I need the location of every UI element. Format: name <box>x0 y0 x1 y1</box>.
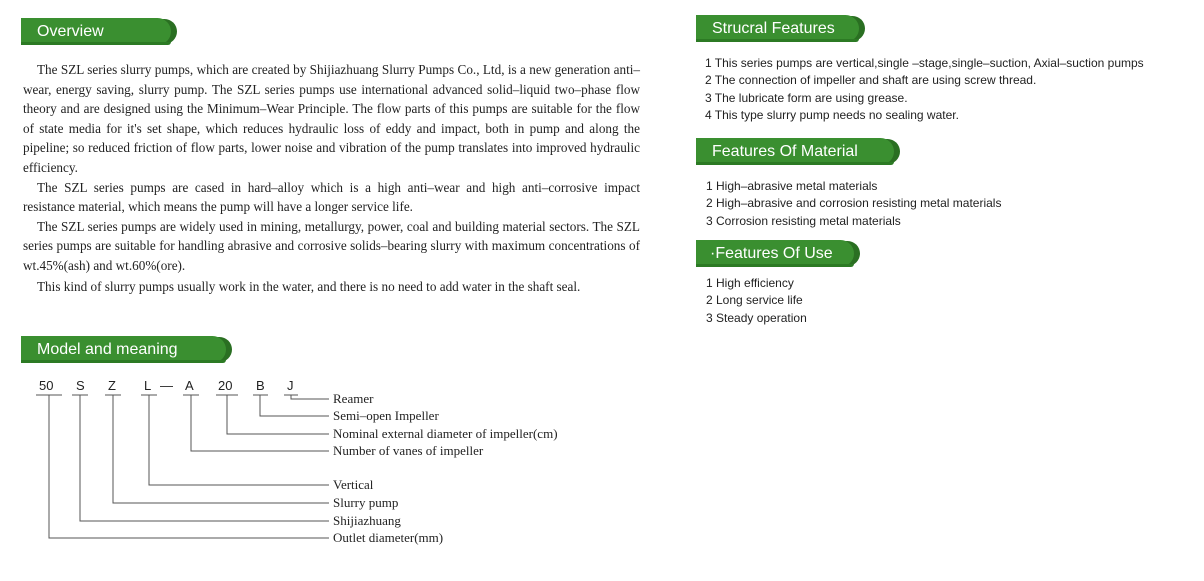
model-title: Model and meaning <box>37 341 178 358</box>
material-list <box>706 178 1001 230</box>
meaning-number-of-vanes: Number of vanes of impeller <box>333 443 484 458</box>
use-header <box>696 240 854 267</box>
use-title: ·Features Of Use <box>710 245 833 262</box>
meaning-slurry-pump: Slurry pump <box>333 495 399 510</box>
overview-paragraph: The SZL series slurry pumps, which are created by Shijiazhuang Slurry Pumps Co., Ltd, is a new generation anti–wear, energy saving, slurry pump. The SZL series pumps use international advanced solid–liquid two–phase flow theory and are designed using the Minimum–Wear Principle. The flow parts of this pumps are suitable for the flow of state media for it's set shape, which reduces hydraulic loss of eddy and impact, both in pump and along the pipeline; so reduced friction of flow parts, lower noise and vibration of the pump translates into improved hydraulic efficiency. <box>23 62 640 175</box>
meaning-reamer: Reamer <box>333 391 374 406</box>
structural-title: Strucral Features <box>712 20 835 37</box>
code-vertical: L <box>144 378 152 393</box>
list-item: 2 Long service life <box>706 293 803 308</box>
overview-paragraph: The SZL series pumps are widely used in mining, metallurgy, power, coal and building material sectors. The SZL series pumps are suitable for handling abrasive and corrosive solids–bearing slurry with maximum concentrations of wt.45%(ash) and wt.60%(ore). <box>23 218 640 273</box>
list-item: 4 This type slurry pump needs no sealing water. <box>705 107 959 122</box>
meaning-shijiazhuang: Shijiazhuang <box>333 513 401 528</box>
overview-title: Overview <box>37 23 104 40</box>
material-header <box>696 138 894 165</box>
list-item: 2 High–abrasive and corrosion resisting metal materials <box>706 196 1002 211</box>
code-reamer: J <box>287 378 294 393</box>
structural-header <box>696 15 859 42</box>
list-item: 1 High efficiency <box>706 276 794 290</box>
list-item: 3 Steady operation <box>706 310 807 325</box>
list-item: 2 The connection of impeller and shaft are using screw thread. <box>705 73 1037 88</box>
code-dash: — <box>160 378 173 393</box>
list-item: 1 High–abrasive metal materials <box>706 179 878 193</box>
meaning-outlet-diameter: Outlet diameter(mm) <box>333 530 444 545</box>
code-slurry-pump: Z <box>108 378 116 393</box>
list-item: 1 This series pumps are vertical,single –stage,single–suction, Axial–suction pumps <box>705 56 1144 70</box>
overview-paragraph: The SZL series pumps are cased in hard–alloy which is a high anti–wear and high anti–corrosive impact resistance material, which means the pump will have a longer service life. <box>23 179 640 215</box>
code-impeller-diameter: 20 <box>218 378 233 393</box>
overview-paragraph: This kind of slurry pumps usually work in the water, and there is no need to add water in the shaft seal. <box>37 278 581 294</box>
code-outlet-diameter: 50 <box>39 378 54 393</box>
code-vanes: A <box>185 378 194 393</box>
meaning-nominal-diameter: Nominal external diameter of impeller(cm) <box>333 426 558 441</box>
code-semi-open: B <box>256 378 265 393</box>
list-item: 3 The lubricate form are using grease. <box>705 90 908 105</box>
list-item: 3 Corrosion resisting metal materials <box>706 213 901 228</box>
meaning-semi-open-impeller: Semi–open Impeller <box>333 408 439 423</box>
material-title: Features Of Material <box>712 143 858 160</box>
structural-list <box>705 55 1144 124</box>
use-list <box>706 275 807 327</box>
code-shijiazhuang: S <box>76 378 85 393</box>
meaning-vertical: Vertical <box>333 477 374 492</box>
